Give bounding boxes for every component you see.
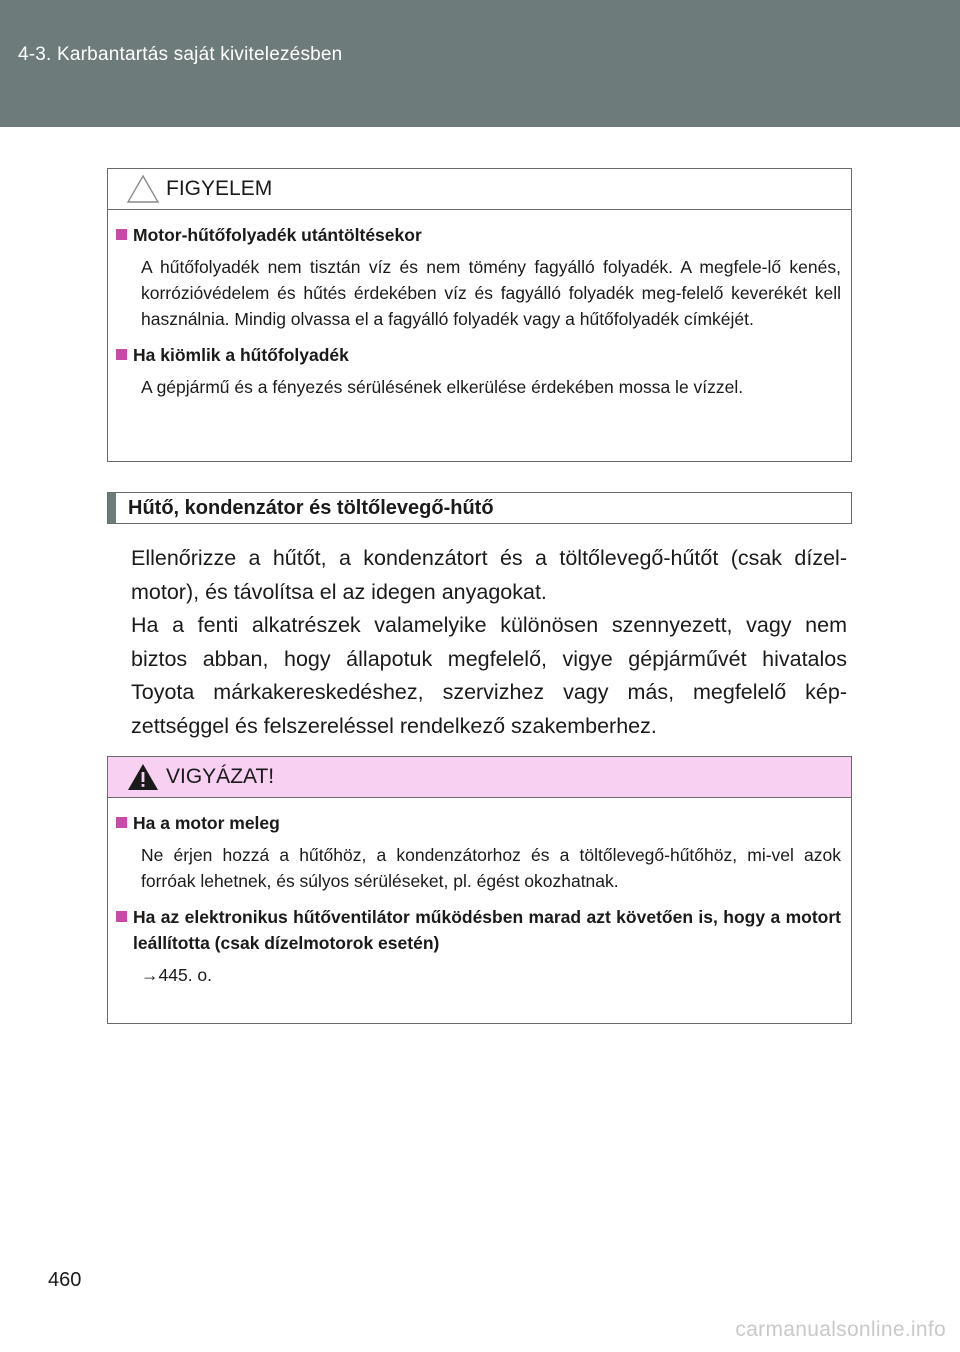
warning-title-bar [108, 757, 851, 798]
section-paragraph: Ha a fenti alkatrészek valamelyike különösen szennyezett, vagy nem biztos abban, hogy állapotuk megfelelő, vigye gépjárművét hivatalos Toyota márkakereskedéshez, szervizhez vagy más, megfelelő kép-zettséggel és felszereléssel rendelkező szakemberhez. [131, 613, 847, 738]
caution-item-heading: Ha kiömlik a hűtőfolyadék [116, 342, 841, 368]
warning-triangle-icon [126, 762, 160, 792]
warning-item-text: Ne érjen hozzá a hűtőhöz, a kondenzátorhoz és a töltőlevegő-hűtőhöz, mi-vel azok forróak lehetnek, és súlyos sérüléseket, pl. égést okozhatnak. [141, 845, 841, 891]
bullet-square-icon [116, 349, 127, 360]
caution-item-text: A hűtőfolyadék nem tisztán víz és nem tömény fagyálló folyadék. A megfele-lő kenés, korrózióvédelem és hűtés érdekében víz és fagyálló folyadék meg-felelő keverékét kell használnia. Mindig olvassa el a fagyálló folyadék vagy a hűtőfolyadék címkéjét. [141, 257, 841, 329]
watermark: carmanualsonline.info [735, 1318, 946, 1341]
section-title: Hűtő, kondenzátor és töltőlevegő-hűtő [128, 496, 494, 519]
warning-item-heading: Ha a motor meleg [116, 810, 841, 836]
section-label: 4-3. Karbantartás saját kivitelezésben [18, 44, 343, 65]
warning-title: VIGYÁZAT! [166, 765, 275, 788]
page-reference: →445. o. [141, 965, 213, 985]
page-number: 460 [48, 1269, 82, 1291]
bullet-square-icon [116, 817, 127, 828]
warning-body [108, 798, 851, 988]
caution-item-text: A gépjármű és a fényezés sérülésének elkerülése érdekében mossa le vízzel. [141, 377, 744, 397]
caution-box [107, 168, 852, 462]
caution-triangle-icon [126, 174, 160, 204]
caution-item-heading: Motor-hűtőfolyadék utántöltésekor [116, 222, 841, 248]
section-heading-bar [108, 493, 116, 523]
warning-item-heading: Ha az elektronikus hűtőventilátor működésben marad azt követően is, hogy a motort leállította (csak dízelmotorok esetén) [116, 904, 841, 956]
caution-title-bar [108, 169, 851, 210]
warning-box [107, 756, 852, 1024]
section-paragraph: Ellenőrizze a hűtőt, a kondenzátort és a töltőlevegő-hűtőt (csak dízel-motor), és távolítsa el az idegen anyagokat. [131, 546, 847, 604]
bullet-square-icon [116, 911, 127, 922]
page-header [0, 0, 960, 127]
caution-title: FIGYELEM [166, 177, 273, 200]
bullet-square-icon [116, 229, 127, 240]
section-heading [107, 492, 852, 524]
section-body [131, 542, 847, 743]
caution-body [108, 210, 851, 400]
